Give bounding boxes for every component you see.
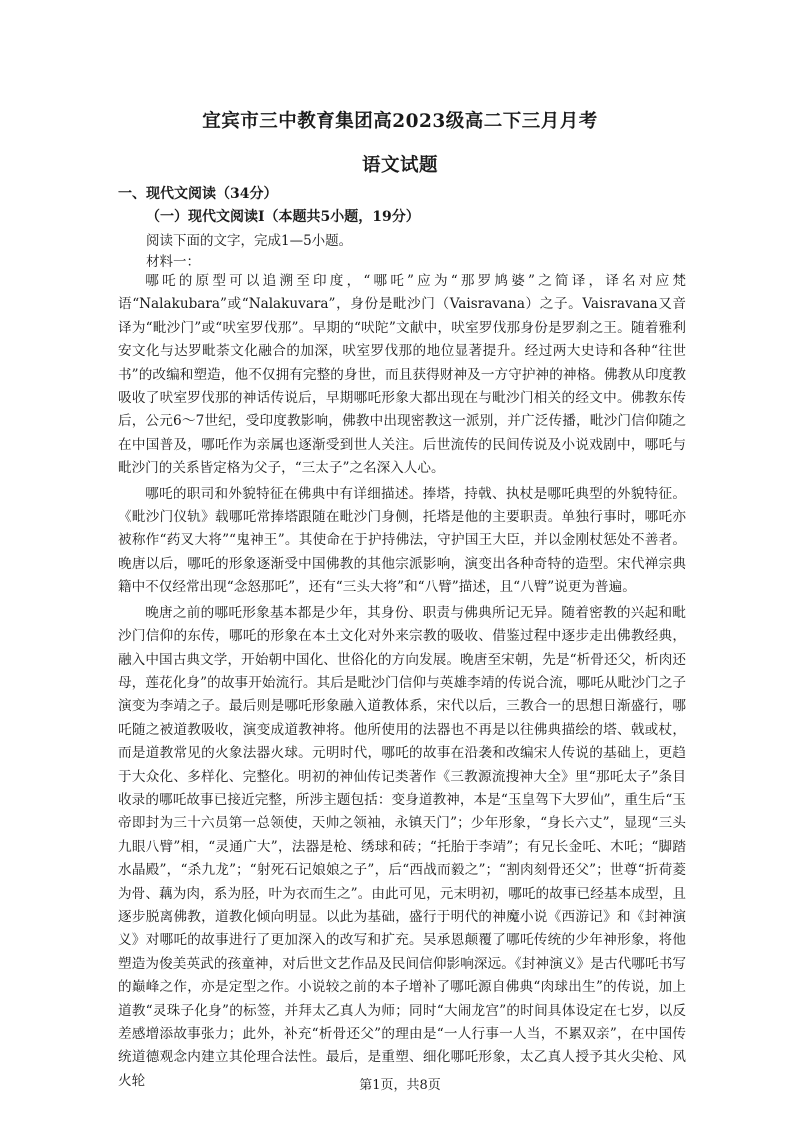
subsection-heading: （一）现代文阅读Ⅰ（本题共5小题，19分）	[146, 209, 420, 225]
paragraph-1: 哪吒的原型可以追溯至印度，“哪吒”应为“那罗鸠婆”之简译，译名对应梵语“Nalakubara”或“Nalakuvara”，身份是毗沙门（Vaisravana）之子。Vaisravana又音译为“毗沙门”或“吠室罗伐那”。早期的“吠陀”文献中，吠室罗伐那身份是罗刹之王。随着雅利安文化与达罗毗荼文化融合的加深，吠室罗伐那的地位显著提升。经过两大史诗和各种“往世书”的改编和塑造，他不仅拥有完整的身世，而且获得财神及一方守护神的神格。佛教从印度教吸收了吠室罗伐那的神话传说后，早期哪吒形象大都出现在与毗沙门相关的经文中。佛教东传后，公元6～7世纪，受印度教影响，佛教中出现密教这一派别，并广泛传播，毗沙门信仰随之在中国普及，哪吒作为亲属也逐渐受到世人关注。后世流传的民间传说及小说戏剧中，哪吒与毗沙门的关系皆定格为父子，“三太子”之名深入人心。	[118, 273, 686, 477]
paragraph-2: 哪吒的职司和外貌特征在佛典中有详细描述。捧塔，持戟、执杖是哪吒典型的外貌特征。《毗沙门仪轨》载哪吒常捧塔跟随在毗沙门身侧，托塔是他的主要职责。单独行事时，哪吒亦被称作“药叉大将”“鬼神王”。其使命在于护持佛法，守护国王大臣，并以金刚杖惩处不善者。晚唐以后，哪吒的形象逐渐受中国佛教的其他宗派影响，演变出各种奇特的造型。宋代禅宗典籍中不仅经常出现“念怒那吒”，还有“三头大将”和“八臂”描述，且“八臂”说更为普遍。	[118, 485, 686, 596]
exam-title: 宜宾市三中教育集团高2023级高二下三月月考	[202, 111, 598, 132]
article-body	[118, 270, 686, 1095]
page-footer: 第1页，共8页	[359, 1078, 441, 1093]
paragraph-3: 晚唐之前的哪吒形象基本都是少年，其身份、职责与佛典所记无异。随着密教的兴起和毗沙门信仰的东传，哪吒的形象在本土文化对外来宗教的吸收、借鉴过程中逐步走出佛教经典，融入中国古典文学，开始朝中国化、世俗化的方向发展。晚唐至宋朝，先是“析骨还父，析肉还母，莲花化身”的故事开始流行。其后是毗沙门信仰与英雄李靖的传说合流，哪吒从毗沙门之子演变为李靖之子。最后则是哪吒形象融入道教体系，宋代以后，三教合一的思想日渐盛行，哪吒随之被道教吸收，演变成道教神将。他所使用的法器也不再是以往佛典描绘的塔、戟或杖，而是道教常见的火象法器火球。元明时代，哪吒的故事在沿袭和改编宋人传说的基础上，更趋于大众化、多样化、完整化。明初的神仙传记类著作《三教源流搜神大全》里“那吒太子”条目收录的哪吒故事已接近完整，所涉主题包括：变身道教神，本是“玉皇驾下大罗仙”，重生后“玉帝即封为三十六员第一总领使，天帅之领袖，永镇天门”；少年形象，“身长六丈”，显现“三头九眼八臂”相，“灵通广大”，法器是枪、绣球和砖；“托胎于李靖”；有兄长金吒、木吒；“脚踏水晶殿”，“杀九龙”；“射死石记娘娘之子”，后“西战而毅之”；“割肉刻骨还父”；世尊“折荷菱为骨、藕为肉，系为胫，叶为衣而生之”。由此可见，元末明初，哪吒的故事已经基本成型，且逐步脱离佛教，道教化倾向明显。以此为基础，盛行于明代的神魔小说《西游记》和《封神演义》对哪吒的故事进行了更加深入的改写和扩充。吴承恩颠覆了哪吒传统的少年神形象，将他塑造为俊美英武的孩童神，对后世文艺作品及民间信仰影响深远。《封神演义》是古代哪吒书写的巅峰之作，亦是定型之作。小说较之前的本子增补了哪吒源自佛典“肉球出生”的传说，加上道教“灵珠子化身”的标签，并拜太乙真人为师；同时“大闹龙宫”的时间具体设定在七岁，以反差感增添故事张力；此外，补充“析骨还父”的理由是“一人行事一人当，不累双亲”，在中国传统道德观念内建立其伦理合法性。最后，是重塑、细化哪吒形象，太乙真人授予其火尖枪、风火轮	[118, 604, 686, 1089]
reading-instruction: 阅读下面的文字，完成1—5小题。	[146, 233, 353, 249]
exam-subtitle: 语文试题	[361, 155, 438, 176]
section-heading: 一、现代文阅读（34分）	[118, 186, 278, 202]
material-label: 材料一：	[146, 254, 200, 270]
